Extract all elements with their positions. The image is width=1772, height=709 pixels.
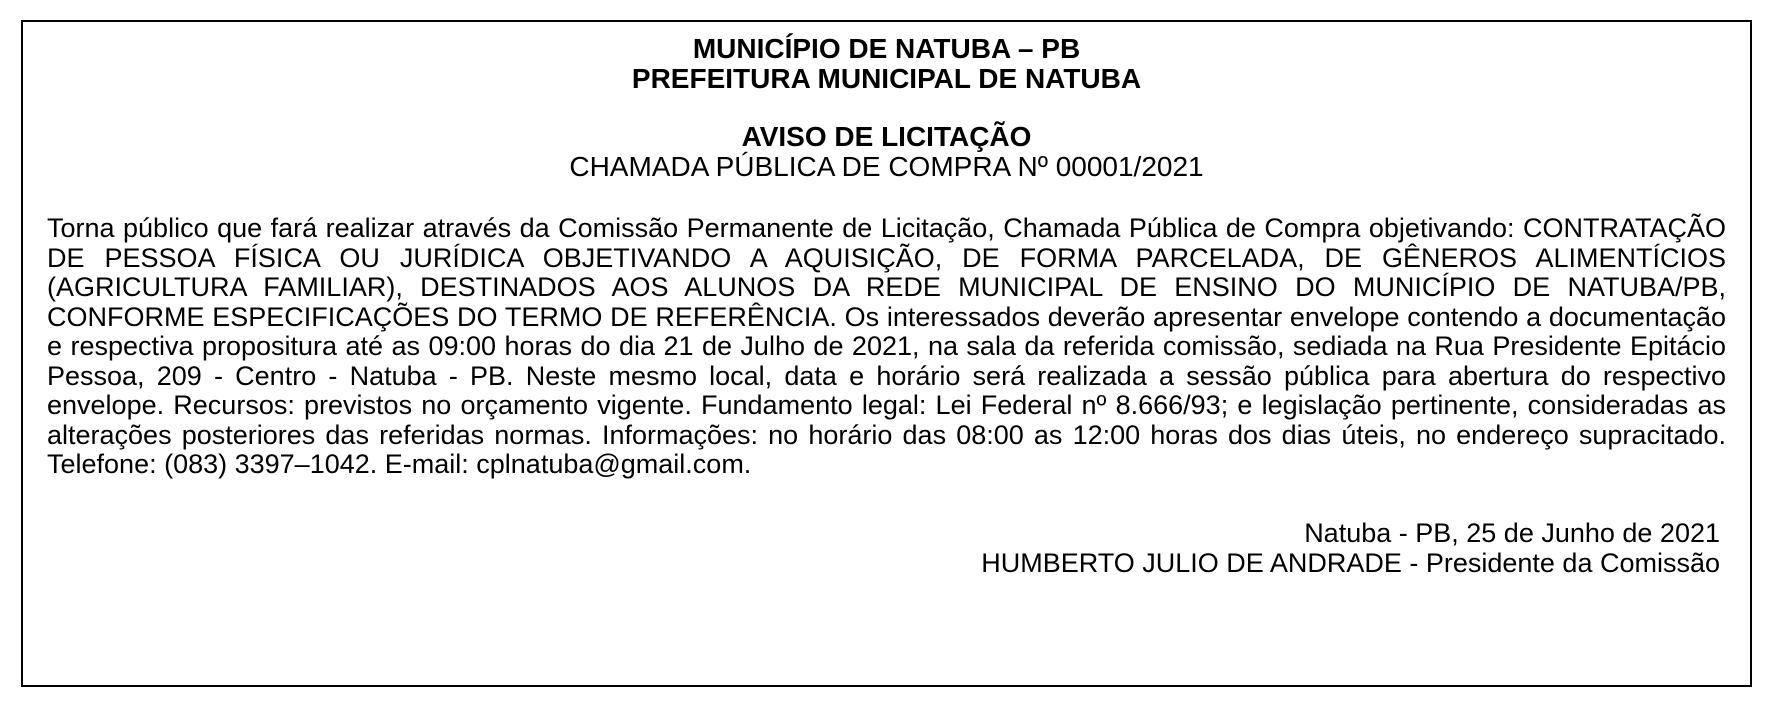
prefecture-heading: PREFEITURA MUNICIPAL DE NATUBA bbox=[631, 63, 1142, 94]
notice-title: AVISO DE LICITAÇÃO bbox=[741, 121, 1032, 152]
notice-frame bbox=[21, 20, 1752, 687]
signature-block bbox=[981, 518, 1720, 578]
signature-place-date: Natuba - PB, 25 de Junho de 2021 bbox=[1304, 518, 1720, 548]
signature-signer: HUMBERTO JULIO DE ANDRADE - Presidente da Comissão bbox=[981, 548, 1720, 578]
municipality-heading: MUNICÍPIO DE NATUBA – PB bbox=[692, 33, 1081, 64]
notice-subtitle: CHAMADA PÚBLICA DE COMPRA Nº 00001/2021 bbox=[569, 151, 1204, 182]
notice-header bbox=[23, 34, 1750, 94]
notice-title-block bbox=[23, 122, 1750, 182]
notice-body: Torna público que fará realizar através da Comissão Permanente de Licitação, Chamada Pública de Compra objetivando: CONTRATAÇÃO DE PESSOA FÍSICA OU JURÍDICA OBJETIVANDO A AQUISIÇÃO, DE FORMA PARCELADA, DE GÊNEROS ALIMENTÍCIOS (AGRICULTURA FAMILIAR), DESTINADOS AOS ALUNOS DA REDE MUNICIPAL DE ENSINO DO MUNICÍPIO DE NATUBA/PB, CONFORME ESPECIFICAÇÕES DO TERMO DE REFERÊNCIA. Os interessados deverão apresentar envelope contendo a documentação e respectiva propositura até as 09:00 horas do dia 21 de Julho de 2021, na sala da referida comissão, sediada na Rua Presidente Epitácio Pessoa, 209 - Centro - Natuba - PB. Neste mesmo local, data e horário será realizada a sessão pública para abertura do respectivo envelope. Recursos: previstos no orçamento vigente. Fundamento legal: Lei Federal nº 8.666/93; e legislação pertinente, consideradas as alterações posteriores das referidas normas. Informações: no horário das 08:00 as 12:00 horas dos dias úteis, no endereço supracitado. Telefone: (083) 3397–1042. E-mail: cplnatuba@gmail.com. bbox=[47, 213, 1726, 479]
